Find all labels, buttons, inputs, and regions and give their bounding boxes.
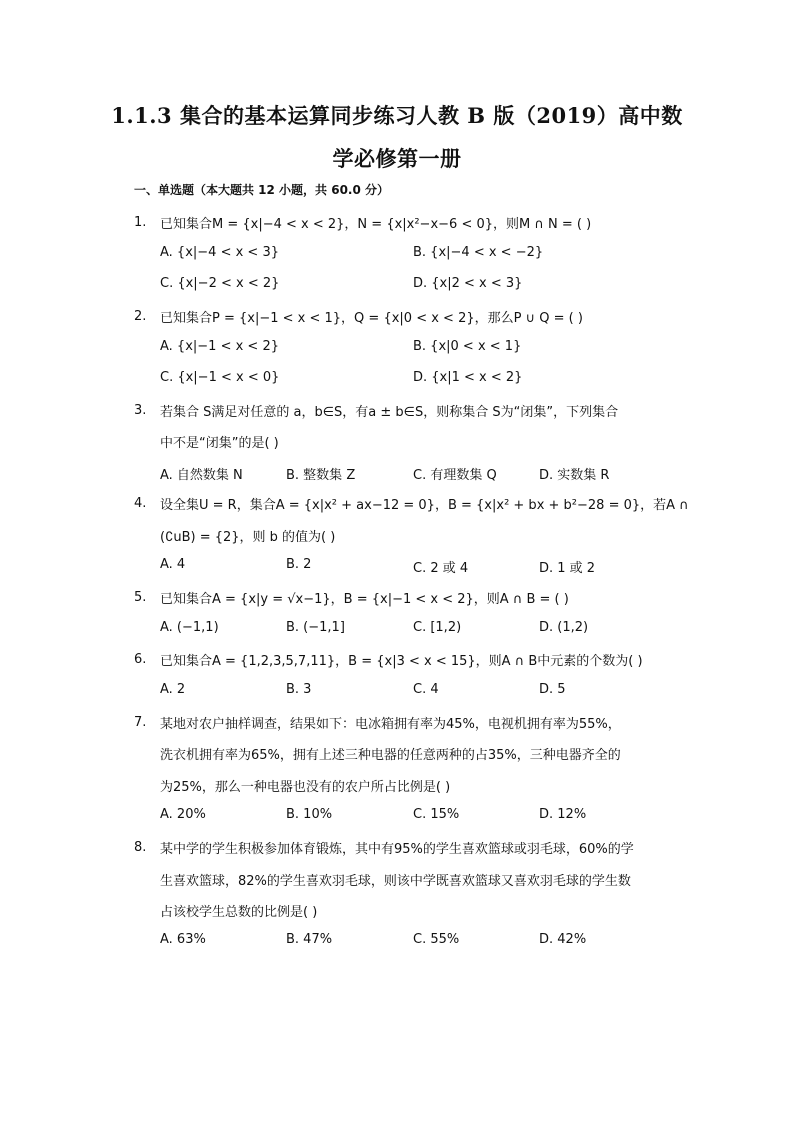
option-d: D. {x|2 < x < 3}	[413, 276, 523, 291]
option-d: D. 5	[539, 682, 566, 697]
question-text-continued: 为25%，那么一种电器也没有的农户所占比例是( )	[160, 780, 451, 795]
question-text: 设全集U = R，集合A = {x|x² + ax−12 = 0}，B = {x|x² + bx + b²−28 = 0}，若A ∩	[160, 498, 689, 513]
question-number: 6.	[134, 652, 147, 667]
question-number: 5.	[134, 590, 147, 605]
question-text: 某中学的学生积极参加体育锻炼，其中有95%的学生喜欢篮球或羽毛球，60%的学	[160, 842, 634, 857]
option-c: C. 有理数集 Q	[413, 468, 497, 483]
option-d: D. 42%	[539, 932, 587, 947]
question-text: 已知集合M = {x|−4 < x < 2}，N = {x|x²−x−6 < 0}，则M ∩ N = ( )	[160, 217, 592, 232]
question-text-continued: 生喜欢篮球，82%的学生喜欢羽毛球，则该中学既喜欢篮球又喜欢羽毛球的学生数	[160, 874, 631, 889]
option-b: B. 整数集 Z	[286, 468, 356, 483]
option-b: B. 3	[286, 682, 312, 697]
document-title-line-1: 1.1.3 集合的基本运算同步练习人教 B 版（2019）高中数	[111, 103, 683, 128]
option-c: C. 15%	[413, 807, 460, 822]
document-title-line-2: 学必修第一册	[332, 146, 462, 171]
option-c: C. 55%	[413, 932, 460, 947]
question-text: 某地对农户抽样调查，结果如下：电冰箱拥有率为45%，电视机拥有率为55%，	[160, 717, 621, 732]
question-text: 已知集合A = {x|y = √x−1}，B = {x|−1 < x < 2}，则A ∩ B = ( )	[160, 592, 569, 607]
question-text-continued: 占该校学生总数的比例是( )	[160, 905, 318, 920]
option-d: D. 实数集 R	[539, 468, 610, 483]
question-text: 已知集合A = {1,2,3,5,7,11}，B = {x|3 < x < 15}，则A ∩ B中元素的个数为( )	[160, 654, 643, 669]
option-b: B. 2	[286, 557, 312, 572]
option-b: B. (−1,1]	[286, 620, 345, 635]
option-a: A. 63%	[160, 932, 206, 947]
question-number: 7.	[134, 715, 147, 730]
question-number: 3.	[134, 403, 147, 418]
option-a: A. {x|−4 < x < 3}	[160, 245, 279, 260]
option-a: A. 自然数集 N	[160, 468, 243, 483]
question-text: 已知集合P = {x|−1 < x < 1}，Q = {x|0 < x < 2}，那么P ∪ Q = ( )	[160, 311, 583, 326]
option-d: D. (1,2)	[539, 620, 589, 635]
option-b: B. 10%	[286, 807, 333, 822]
option-c: C. [1,2)	[413, 620, 462, 635]
question-number: 1.	[134, 215, 147, 230]
option-a: A. 4	[160, 557, 186, 572]
option-d: D. 12%	[539, 807, 587, 822]
option-c: C. {x|−2 < x < 2}	[160, 276, 280, 291]
option-b: B. {x|0 < x < 1}	[413, 339, 522, 354]
option-b: B. {x|−4 < x < −2}	[413, 245, 544, 260]
question-text: 若集合 S满足对任意的 a，b∈S，有a ± b∈S，则称集合 S为“闭集”，下列集合	[160, 405, 619, 420]
question-text-continued: 洗衣机拥有率为65%，拥有上述三种电器的任意两种的占35%，三种电器齐全的	[160, 748, 621, 763]
option-a: A. 20%	[160, 807, 206, 822]
question-number: 8.	[134, 840, 147, 855]
option-d: D. {x|1 < x < 2}	[413, 370, 523, 385]
question-text-continued: (∁uB) = {2}，则 b 的值为( )	[160, 530, 336, 545]
option-c: C. {x|−1 < x < 0}	[160, 370, 280, 385]
option-c: C. 2 或 4	[413, 561, 469, 576]
question-number: 2.	[134, 309, 147, 324]
option-a: A. (−1,1)	[160, 620, 219, 635]
option-b: B. 47%	[286, 932, 333, 947]
option-a: A. 2	[160, 682, 186, 697]
section-heading: 一、单选题（本大题共 12 小题，共 60.0 分）	[134, 183, 390, 197]
option-c: C. 4	[413, 682, 439, 697]
question-number: 4.	[134, 496, 147, 511]
option-a: A. {x|−1 < x < 2}	[160, 339, 279, 354]
question-text-continued: 中不是“闭集”的是( )	[160, 436, 279, 451]
option-d: D. 1 或 2	[539, 561, 596, 576]
